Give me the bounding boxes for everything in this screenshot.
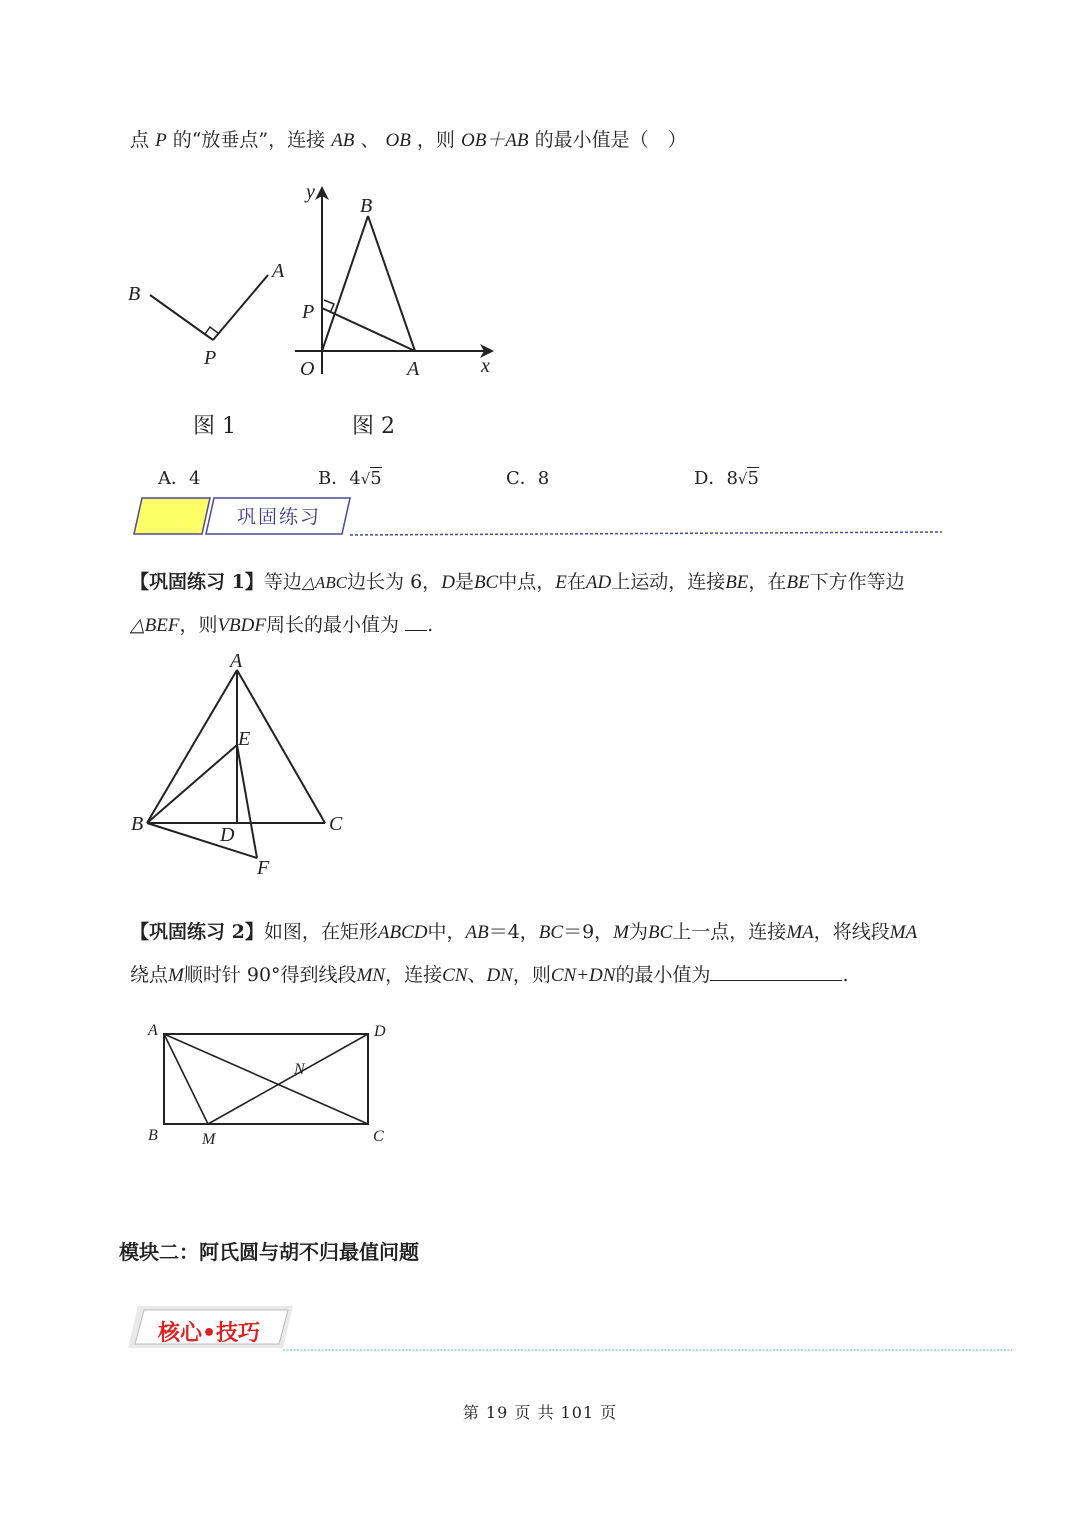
text-fragment: 中点， <box>498 571 556 593</box>
option-letter: C． <box>506 468 538 489</box>
segment-ad: AD <box>585 572 612 593</box>
label-d: D <box>374 1023 386 1040</box>
label-b: B <box>360 195 373 217</box>
var-e: E <box>555 572 567 593</box>
text-fragment: ，连接 <box>385 964 443 986</box>
text-fragment: ，则 <box>179 614 218 636</box>
text-fragment: 等边 <box>263 571 302 593</box>
option-a <box>158 464 200 490</box>
segment-ob: OB <box>385 130 411 151</box>
segment-bp <box>150 295 213 340</box>
text-fragment: ＝9， <box>563 921 614 943</box>
answer-blank <box>405 630 427 631</box>
header-dashed-line <box>350 532 942 535</box>
label-x: x <box>481 355 490 377</box>
figure-2 <box>290 178 510 388</box>
answer-blank <box>710 980 842 981</box>
text-fragment: 如图，在矩形 <box>263 921 378 943</box>
figure-1-caption: 图 1 <box>193 414 236 439</box>
segment-dn: DN <box>486 965 513 986</box>
figure-2-caption: 图 2 <box>352 414 395 439</box>
option-c <box>506 464 549 490</box>
label-a: A <box>272 260 285 282</box>
segment-cn: CN <box>442 965 468 986</box>
section-header-title: 巩固练习 <box>237 506 322 528</box>
text-fragment: 、 <box>360 129 380 151</box>
var-m: M <box>613 922 629 943</box>
segment-ob <box>322 216 368 351</box>
figure-4 <box>140 1012 400 1152</box>
text-fragment: 中， <box>427 921 466 943</box>
label-o: O <box>300 358 315 380</box>
text-fragment: 点 <box>130 129 150 151</box>
exercise-1-line-1 <box>130 573 905 592</box>
option-letter: D． <box>694 468 727 489</box>
exercise-tag: 【巩固练习 2】 <box>130 921 264 943</box>
var-m: M <box>168 965 184 986</box>
accent-parallelogram <box>134 498 210 534</box>
segment-ac <box>164 1034 368 1124</box>
text-fragment: 周长的最小值为 <box>266 614 400 636</box>
option-letter: A． <box>158 468 189 489</box>
segment-bc: BC <box>648 922 673 943</box>
module-heading: 模块二：阿氏圆与胡不归最值问题 <box>119 1240 419 1264</box>
text-fragment: ，则 <box>512 964 551 986</box>
segment-ab: AB <box>331 130 355 151</box>
text-fragment: ＝4， <box>488 921 539 943</box>
option-coef: 8 <box>726 468 738 489</box>
exercise-2-line-2 <box>130 966 849 985</box>
segment-pa <box>322 308 415 351</box>
radical-icon: √ <box>737 470 748 488</box>
segment-ba <box>368 216 415 351</box>
expression-cn-plus-dn: CN+DN <box>550 965 616 986</box>
radical-icon: √ <box>360 470 371 488</box>
text-fragment: 的最小值是（ ） <box>534 129 687 151</box>
var-p: P <box>155 130 167 151</box>
label-a: A <box>148 1022 158 1039</box>
segment-be <box>147 745 237 823</box>
question-text-line <box>130 131 687 150</box>
label-a: A <box>407 358 420 380</box>
text-fragment: . <box>427 614 434 636</box>
core-header-title: 核心•技巧 <box>158 1321 261 1346</box>
exercise-2-line-1 <box>130 923 917 942</box>
segment-md <box>208 1034 368 1124</box>
option-value: 4 <box>189 468 201 489</box>
segment-am <box>164 1034 208 1124</box>
text-fragment: 下方作等边 <box>809 571 905 593</box>
segment-ef <box>237 745 257 858</box>
label-b: B <box>131 813 144 835</box>
rectangle-abcd: ABCD <box>377 922 428 943</box>
option-b <box>318 464 382 490</box>
triangle-bef: △BEF <box>130 615 180 636</box>
label-p: P <box>302 301 315 323</box>
label-b: B <box>128 283 141 305</box>
segment-ab: AB <box>465 922 489 943</box>
triangle-abc: △ABC <box>301 573 348 592</box>
text-fragment: . <box>842 964 849 986</box>
right-angle-mark <box>205 327 218 334</box>
segment-bc: BC <box>473 572 499 593</box>
label-f: F <box>257 857 270 879</box>
text-fragment: 的最小值为 <box>615 964 711 986</box>
label-p: P <box>204 347 217 369</box>
figure-1 <box>120 250 300 380</box>
text-fragment: 的“放垂点”，连接 <box>172 129 326 151</box>
triangle-bdf: VBDF <box>217 615 266 636</box>
text-fragment: 为 <box>629 921 649 943</box>
page-footer: 第 19 页 共 101 页 <box>462 1403 618 1422</box>
text-fragment: 、 <box>467 964 487 986</box>
segment-pa <box>213 275 268 340</box>
text-fragment: ，则 <box>416 129 455 151</box>
text-fragment: 边长为 6， <box>347 571 442 593</box>
label-e: E <box>238 728 251 750</box>
text-fragment: 是 <box>454 571 474 593</box>
text-fragment: ，在 <box>748 571 787 593</box>
option-d <box>694 464 759 490</box>
label-c: C <box>373 1128 384 1145</box>
text-fragment: 上一点，连接 <box>672 921 787 943</box>
text-fragment: 上运动，连接 <box>611 571 726 593</box>
segment-be: BE <box>725 572 749 593</box>
text-fragment: 绕点 <box>130 964 169 986</box>
label-a: A <box>230 650 243 672</box>
segment-ma: MA <box>786 922 814 943</box>
var-d: D <box>441 572 455 593</box>
label-n: N <box>294 1061 305 1078</box>
label-c: C <box>329 813 343 835</box>
segment-bc: BC <box>538 922 564 943</box>
option-coef: 4 <box>349 468 361 489</box>
expression-ob-plus-ab: OB＋AB <box>460 130 529 151</box>
label-d: D <box>220 824 235 846</box>
label-b: B <box>148 1127 158 1144</box>
text-fragment: 顺时针 90°得到线段 <box>183 964 357 986</box>
option-radicand: 5 <box>370 468 382 489</box>
label-m: M <box>202 1131 216 1148</box>
segment-mn: MN <box>356 965 386 986</box>
option-value: 8 <box>537 468 550 489</box>
segment-bf <box>147 823 257 858</box>
segment-ma: MA <box>889 922 918 943</box>
label-y: y <box>306 181 315 203</box>
core-header-graphic <box>128 1300 1018 1360</box>
option-radicand: 5 <box>747 468 759 489</box>
exercise-tag: 【巩固练习 1】 <box>130 571 264 593</box>
segment-ab <box>147 670 237 823</box>
segment-be: BE <box>786 572 810 593</box>
text-fragment: 在 <box>566 571 586 593</box>
exercise-1-line-2 <box>130 616 433 635</box>
figure-3 <box>125 645 365 885</box>
text-fragment: ，将线段 <box>813 921 890 943</box>
option-letter: B． <box>318 468 350 489</box>
